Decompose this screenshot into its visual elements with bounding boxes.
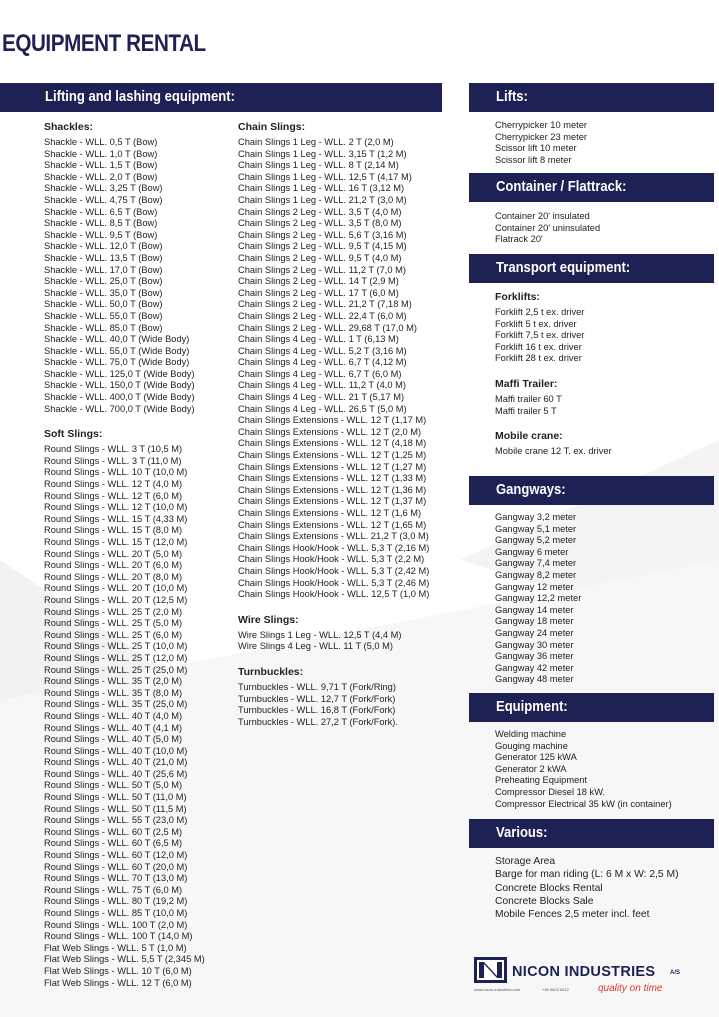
shackles-section bbox=[44, 121, 234, 415]
list-item: Round Slings - WLL. 60 T (20,0 M) bbox=[44, 861, 188, 872]
list-item: Gangway 7,4 meter bbox=[495, 558, 577, 569]
list-item: Chain Slings Extensions - WLL. 12 T (2,0 M) bbox=[238, 426, 422, 437]
list-item: Scissor lift 10 meter bbox=[495, 143, 577, 154]
list-item: Preheating Equipment bbox=[495, 775, 587, 786]
list-item: Round Slings - WLL. 25 T (6,0 M) bbox=[44, 629, 183, 640]
forklifts-section bbox=[495, 291, 710, 365]
list-item: Gangway 36 meter bbox=[495, 651, 574, 662]
list-item: Chain Slings Extensions - WLL. 12 T (1,33 M) bbox=[238, 473, 427, 484]
soft-slings-section bbox=[44, 428, 234, 989]
list-item: Round Slings - WLL. 70 T (13,0 M) bbox=[44, 873, 188, 884]
list-item: Chain Slings Hook/Hook - WLL. 5,3 T (2,2 M) bbox=[238, 554, 425, 565]
list-item: Gangway 8,2 meter bbox=[495, 569, 577, 580]
banner-transport: Transport equipment: bbox=[469, 254, 714, 283]
list-item: Round Slings - WLL. 60 T (2,5 M) bbox=[44, 826, 183, 837]
list-item: Round Slings - WLL. 20 T (6,0 M) bbox=[44, 560, 183, 571]
list-item: Shackle - WLL. 150,0 T (Wide Body) bbox=[44, 380, 195, 391]
list-item: Chain Slings Extensions - WLL. 12 T (1,37 M) bbox=[238, 496, 427, 507]
list-item: Round Slings - WLL. 50 T (11,0 M) bbox=[44, 792, 187, 803]
banner-container: Container / Flattrack: bbox=[469, 173, 714, 202]
equipment-block bbox=[495, 729, 710, 810]
list-item: Round Slings - WLL. 12 T (6,0 M) bbox=[44, 490, 183, 501]
shackles-heading: Shackles: bbox=[44, 121, 94, 133]
list-item: Cherrypicker 23 meter bbox=[495, 131, 587, 142]
list-item: Chain Slings 2 Leg - WLL. 9,5 T (4,0 M) bbox=[238, 252, 402, 263]
list-item: Shackle - WLL. 40,0 T (Wide Body) bbox=[44, 334, 190, 345]
list-item: Round Slings - WLL. 40 T (5,0 M) bbox=[44, 734, 183, 745]
list-item: Gangway 48 meter bbox=[495, 674, 574, 685]
list-item: Gangway 14 meter bbox=[495, 604, 574, 615]
chain-slings-section bbox=[238, 121, 443, 601]
list-item: Cherrypicker 10 meter bbox=[495, 120, 587, 130]
list-item: Shackle - WLL. 0,5 T (Bow) bbox=[44, 137, 158, 147]
list-item: Chain Slings 2 Leg - WLL. 22,4 T (6,0 M) bbox=[238, 310, 407, 321]
banner-equipment: Equipment: bbox=[469, 693, 714, 722]
list-item: Round Slings - WLL. 25 T (10,0 M) bbox=[44, 641, 188, 652]
list-item: Storage Area bbox=[495, 856, 556, 867]
list-item: Round Slings - WLL. 35 T (8,0 M) bbox=[44, 687, 183, 698]
logo-phone: +45 9623 0012 bbox=[542, 987, 569, 992]
list-item: Shackle - WLL. 125,0 T (Wide Body) bbox=[44, 368, 195, 379]
list-item: Gangway 6 meter bbox=[495, 546, 569, 557]
list-item: Wire Slings 1 Leg - WLL. 12,5 T (4,4 M) bbox=[238, 629, 402, 640]
list-item: Round Slings - WLL. 40 T (4,1 M) bbox=[44, 722, 183, 733]
list-item: Round Slings - WLL. 20 T (5,0 M) bbox=[44, 548, 183, 559]
list-item: Flat Web Slings - WLL. 10 T (6,0 M) bbox=[44, 965, 192, 976]
banner-various: Various: bbox=[469, 819, 714, 848]
turnbuckles-heading: Turnbuckles: bbox=[238, 665, 304, 678]
list-item: Forklift 5 t ex. driver bbox=[495, 318, 577, 329]
mobile-crane-list bbox=[495, 446, 710, 458]
list-item: Shackle - WLL. 1,0 T (Bow) bbox=[44, 148, 158, 159]
list-item: Flat Web Slings - WLL. 5,5 T (2,345 M) bbox=[44, 954, 205, 965]
list-item: Round Slings - WLL. 25 T (12,0 M) bbox=[44, 652, 188, 663]
list-item: Turnbuckles - WLL. 9,71 T (Fork/Ring) bbox=[238, 681, 396, 692]
shackles-list bbox=[44, 137, 234, 415]
list-item: Chain Slings Extensions - WLL. 12 T (4,18 M) bbox=[238, 438, 427, 449]
gangways-block bbox=[495, 512, 710, 686]
turnbuckles-section bbox=[238, 666, 443, 728]
list-item: Container 20' uninsulated bbox=[495, 222, 601, 233]
list-item: Gangway 18 meter bbox=[495, 616, 574, 627]
list-item: Barge for man riding (L: 6 M x W: 2,5 M) bbox=[495, 869, 679, 881]
forklifts-heading: Forklifts: bbox=[495, 291, 540, 303]
chain-slings-list bbox=[238, 137, 443, 601]
list-item: Shackle - WLL. 25,0 T (Bow) bbox=[44, 276, 163, 287]
list-item: Chain Slings 4 Leg - WLL. 5,2 T (3,16 M) bbox=[238, 345, 407, 356]
list-item: Shackle - WLL. 3,25 T (Bow) bbox=[44, 183, 163, 194]
list-item: Mobile crane 12 T. ex. driver bbox=[495, 446, 612, 457]
list-item: Round Slings - WLL. 25 T (25,0 M) bbox=[44, 664, 188, 675]
list-item: Round Slings - WLL. 15 T (12,0 M) bbox=[44, 537, 188, 547]
list-item: Shackle - WLL. 50,0 T (Bow) bbox=[44, 299, 163, 310]
list-item: Gouging machine bbox=[495, 740, 568, 751]
list-item: Shackle - WLL. 400,0 T (Wide Body) bbox=[44, 392, 195, 403]
list-item: Shackle - WLL. 6,5 T (Bow) bbox=[44, 206, 158, 217]
banner-lifting: Lifting and lashing equipment: bbox=[0, 83, 442, 112]
list-item: Chain Slings 2 Leg - WLL. 14 T (2,9 M) bbox=[238, 276, 399, 287]
list-item: Turnbuckles - WLL. 27,2 T (Fork/Fork). bbox=[238, 716, 398, 727]
list-item: Forklift 28 t ex. driver bbox=[495, 353, 582, 364]
list-item: Chain Slings Extensions - WLL. 12 T (1,25 M) bbox=[238, 450, 427, 461]
list-item: Welding machine bbox=[495, 729, 567, 739]
list-item: Round Slings - WLL. 10 T (10,0 M) bbox=[44, 467, 188, 478]
list-item: Chain Slings Hook/Hook - WLL. 5,3 T (2,42 M) bbox=[238, 565, 430, 576]
company-logo bbox=[474, 957, 714, 997]
container-list bbox=[495, 211, 710, 246]
list-item: Chain Slings Extensions - WLL. 12 T (1,65 M) bbox=[238, 519, 427, 530]
list-item: Shackle - WLL. 85,0 T (Bow) bbox=[44, 322, 163, 333]
column-left bbox=[44, 121, 234, 989]
list-item: Chain Slings 4 Leg - WLL. 11,2 T (4,0 M) bbox=[238, 380, 406, 391]
list-item: Turnbuckles - WLL. 16,8 T (Fork/Fork) bbox=[238, 705, 396, 716]
list-item: Gangway 3,2 meter bbox=[495, 512, 577, 522]
logo-suffix: A/S bbox=[670, 970, 681, 976]
list-item: Chain Slings 2 Leg - WLL. 17 T (6,0 M) bbox=[238, 287, 399, 298]
soft-slings-heading: Soft Slings: bbox=[44, 428, 103, 441]
list-item: Round Slings - WLL. 3 T (10,5 M) bbox=[44, 444, 183, 455]
list-item: Shackle - WLL. 35,0 T (Bow) bbox=[44, 287, 163, 298]
list-item: Maffi trailer 60 T bbox=[495, 393, 562, 404]
list-item: Shackle - WLL. 55,0 T (Wide Body) bbox=[44, 345, 190, 356]
page-title: EQUIPMENT RENTAL bbox=[2, 30, 206, 57]
list-item: Chain Slings 2 Leg - WLL. 29,68 T (17,0 M) bbox=[238, 322, 417, 333]
list-item: Generator 2 kWA bbox=[495, 763, 567, 774]
logo-slogan: quality on time bbox=[598, 983, 663, 994]
list-item: Round Slings - WLL. 40 T (25,6 M) bbox=[44, 768, 188, 779]
list-item: Gangway 24 meter bbox=[495, 627, 574, 638]
list-item: Shackle - WLL. 9,5 T (Bow) bbox=[44, 229, 158, 240]
mobile-crane-heading: Mobile crane: bbox=[495, 430, 563, 443]
list-item: Shackle - WLL. 75,0 T (Wide Body) bbox=[44, 357, 190, 368]
list-item: Flatrack 20' bbox=[495, 234, 543, 245]
list-item: Mobile Fences 2,5 meter incl. feet bbox=[495, 909, 650, 921]
wire-slings-section bbox=[238, 614, 443, 653]
list-item: Shackle - WLL. 55,0 T (Bow) bbox=[44, 310, 163, 321]
list-item: Flat Web Slings - WLL. 5 T (1,0 M) bbox=[44, 942, 187, 953]
transport-block bbox=[495, 291, 710, 458]
list-item: Generator 125 kWA bbox=[495, 752, 577, 763]
wire-slings-heading: Wire Slings: bbox=[238, 613, 299, 626]
list-item: Round Slings - WLL. 25 T (2,0 M) bbox=[44, 606, 183, 617]
list-item: Gangway 12,2 meter bbox=[495, 593, 582, 604]
list-item: Chain Slings Extensions - WLL. 12 T (1,6 M) bbox=[238, 508, 422, 518]
list-item: Round Slings - WLL. 75 T (6,0 M) bbox=[44, 884, 183, 895]
soft-slings-list bbox=[44, 444, 234, 989]
various-list bbox=[495, 855, 710, 921]
list-item: Shackle - WLL. 4,75 T (Bow) bbox=[44, 194, 163, 205]
banner-lifts: Lifts: bbox=[469, 83, 714, 112]
list-item: Round Slings - WLL. 15 T (8,0 M) bbox=[44, 525, 183, 536]
forklifts-list bbox=[495, 307, 710, 365]
list-item: Chain Slings Extensions - WLL. 21,2 T (3,0 M) bbox=[238, 531, 429, 542]
list-item: Chain Slings Extensions - WLL. 12 T (1,36 M) bbox=[238, 484, 427, 495]
list-item: Chain Slings Hook/Hook - WLL. 12,5 T (1,0 M) bbox=[238, 589, 430, 600]
banner-gangways: Gangways: bbox=[469, 476, 714, 505]
list-item: Shackle - WLL. 17,0 T (Bow) bbox=[44, 264, 163, 275]
list-item: Shackle - WLL. 8,5 T (Bow) bbox=[44, 218, 158, 229]
list-item: Chain Slings 4 Leg - WLL. 6,7 T (6,0 M) bbox=[238, 368, 402, 379]
list-item: Round Slings - WLL. 20 T (10,0 M) bbox=[44, 583, 188, 594]
list-item: Gangway 5,1 meter bbox=[495, 523, 577, 534]
list-item: Chain Slings Extensions - WLL. 12 T (1,17 M) bbox=[238, 415, 427, 426]
list-item: Round Slings - WLL. 25 T (5,0 M) bbox=[44, 618, 183, 629]
list-item: Shackle - WLL. 2,0 T (Bow) bbox=[44, 171, 158, 182]
list-item: Maffi trailer 5 T bbox=[495, 405, 557, 416]
list-item: Round Slings - WLL. 50 T (11,5 M) bbox=[44, 803, 187, 814]
list-item: Round Slings - WLL. 20 T (12,5 M) bbox=[44, 594, 188, 605]
wire-slings-list bbox=[238, 630, 443, 653]
list-item: Chain Slings 2 Leg - WLL. 9,5 T (4,15 M) bbox=[238, 241, 407, 252]
list-item: Round Slings - WLL. 60 T (12,0 M) bbox=[44, 850, 188, 861]
list-item: Shackle - WLL. 700,0 T (Wide Body) bbox=[44, 403, 195, 414]
chain-slings-heading: Chain Slings: bbox=[238, 121, 306, 133]
lifts-list bbox=[495, 120, 710, 166]
list-item: Chain Slings 1 Leg - WLL. 8 T (2,14 M) bbox=[238, 160, 399, 171]
list-item: Shackle - WLL. 12,0 T (Bow) bbox=[44, 241, 163, 252]
logo-company-name: NICON INDUSTRIES bbox=[512, 964, 656, 980]
list-item: Shackle - WLL. 1,5 T (Bow) bbox=[44, 160, 158, 171]
list-item: Concrete Blocks Sale bbox=[495, 895, 594, 907]
list-item: Chain Slings 2 Leg - WLL. 3,5 T (4,0 M) bbox=[238, 206, 402, 217]
list-item: Shackle - WLL. 13,5 T (Bow) bbox=[44, 252, 163, 263]
list-item: Scissor lift 8 meter bbox=[495, 154, 572, 165]
list-item: Container 20' insulated bbox=[495, 211, 590, 221]
list-item: Chain Slings Hook/Hook - WLL. 5,3 T (2,46 M) bbox=[238, 577, 430, 588]
list-item: Concrete Blocks Rental bbox=[495, 882, 603, 894]
list-item: Flat Web Slings - WLL. 12 T (6,0 M) bbox=[44, 977, 192, 988]
list-item: Forklift 7,5 t ex. driver bbox=[495, 330, 585, 341]
list-item: Chain Slings Extensions - WLL. 12 T (1,27 M) bbox=[238, 461, 427, 472]
list-item: Round Slings - WLL. 40 T (21,0 M) bbox=[44, 757, 188, 768]
mobile-crane-section bbox=[495, 430, 710, 458]
turnbuckles-list bbox=[238, 682, 443, 728]
list-item: Gangway 42 meter bbox=[495, 662, 574, 673]
list-item: Chain Slings Hook/Hook - WLL. 5,3 T (2,16 M) bbox=[238, 542, 430, 553]
list-item: Chain Slings 2 Leg - WLL. 11,2 T (7,0 M) bbox=[238, 264, 406, 275]
maffi-heading: Maffi Trailer: bbox=[495, 377, 558, 390]
list-item: Chain Slings 4 Leg - WLL. 26,5 T (5,0 M) bbox=[238, 403, 407, 414]
maffi-list bbox=[495, 394, 710, 417]
equipment-list bbox=[495, 729, 710, 810]
list-item: Round Slings - WLL. 40 T (4,0 M) bbox=[44, 710, 183, 721]
list-item: Round Slings - WLL. 100 T (2,0 M) bbox=[44, 919, 188, 930]
list-item: Turnbuckles - WLL. 12,7 T (Fork/Fork) bbox=[238, 693, 396, 704]
maffi-section bbox=[495, 378, 710, 417]
list-item: Wire Slings 4 Leg - WLL. 11 T (5,0 M) bbox=[238, 641, 394, 652]
list-item: Chain Slings 1 Leg - WLL. 3,15 T (1,2 M) bbox=[238, 148, 407, 159]
list-item: Gangway 30 meter bbox=[495, 639, 574, 650]
list-item: Forklift 2,5 t ex. driver bbox=[495, 307, 585, 317]
list-item: Round Slings - WLL. 50 T (5,0 M) bbox=[44, 780, 183, 791]
list-item: Round Slings - WLL. 100 T (14,0 M) bbox=[44, 931, 193, 942]
column-middle bbox=[238, 121, 443, 728]
list-item: Round Slings - WLL. 60 T (6,5 M) bbox=[44, 838, 183, 849]
list-item: Forklift 16 t ex. driver bbox=[495, 341, 582, 352]
list-item: Round Slings - WLL. 3 T (11,0 M) bbox=[44, 455, 182, 466]
list-item: Round Slings - WLL. 40 T (10,0 M) bbox=[44, 745, 188, 756]
lifts-block bbox=[495, 120, 710, 166]
list-item: Chain Slings 4 Leg - WLL. 6,7 T (4,12 M) bbox=[238, 357, 407, 368]
gangways-list bbox=[495, 512, 710, 686]
list-item: Chain Slings 1 Leg - WLL. 16 T (3,12 M) bbox=[238, 183, 405, 194]
list-item: Round Slings - WLL. 12 T (10,0 M) bbox=[44, 502, 188, 513]
list-item: Chain Slings 2 Leg - WLL. 5,6 T (3,16 M) bbox=[238, 229, 407, 240]
list-item: Compressor Electrical 35 kW (in container) bbox=[495, 798, 672, 809]
various-block bbox=[495, 855, 710, 921]
logo-website: www.nicon-industries.com bbox=[474, 987, 521, 992]
list-item: Round Slings - WLL. 80 T (19,2 M) bbox=[44, 896, 188, 907]
list-item: Gangway 5,2 meter bbox=[495, 535, 577, 546]
list-item: Round Slings - WLL. 55 T (23,0 M) bbox=[44, 815, 188, 826]
list-item: Chain Slings 2 Leg - WLL. 21,2 T (7,18 M) bbox=[238, 299, 412, 310]
list-item: Round Slings - WLL. 15 T (4,33 M) bbox=[44, 513, 188, 524]
list-item: Chain Slings 1 Leg - WLL. 2 T (2,0 M) bbox=[238, 137, 394, 147]
list-item: Round Slings - WLL. 20 T (8,0 M) bbox=[44, 571, 183, 582]
list-item: Round Slings - WLL. 12 T (4,0 M) bbox=[44, 479, 183, 490]
list-item: Round Slings - WLL. 85 T (10,0 M) bbox=[44, 908, 188, 918]
container-block bbox=[495, 211, 710, 246]
nicon-logo-icon bbox=[474, 957, 507, 983]
list-item: Gangway 12 meter bbox=[495, 581, 574, 592]
list-item: Round Slings - WLL. 35 T (2,0 M) bbox=[44, 676, 183, 687]
list-item: Chain Slings 4 Leg - WLL. 21 T (5,17 M) bbox=[238, 392, 405, 403]
list-item: Chain Slings 2 Leg - WLL. 3,5 T (8,0 M) bbox=[238, 218, 402, 229]
list-item: Round Slings - WLL. 35 T (25,0 M) bbox=[44, 699, 188, 710]
list-item: Chain Slings 4 Leg - WLL. 1 T (6,13 M) bbox=[238, 334, 399, 345]
list-item: Chain Slings 1 Leg - WLL. 21,2 T (3,0 M) bbox=[238, 194, 407, 205]
list-item: Chain Slings 1 Leg - WLL. 12,5 T (4,17 M) bbox=[238, 171, 412, 182]
list-item: Compressor Diesel 18 kW. bbox=[495, 786, 606, 797]
